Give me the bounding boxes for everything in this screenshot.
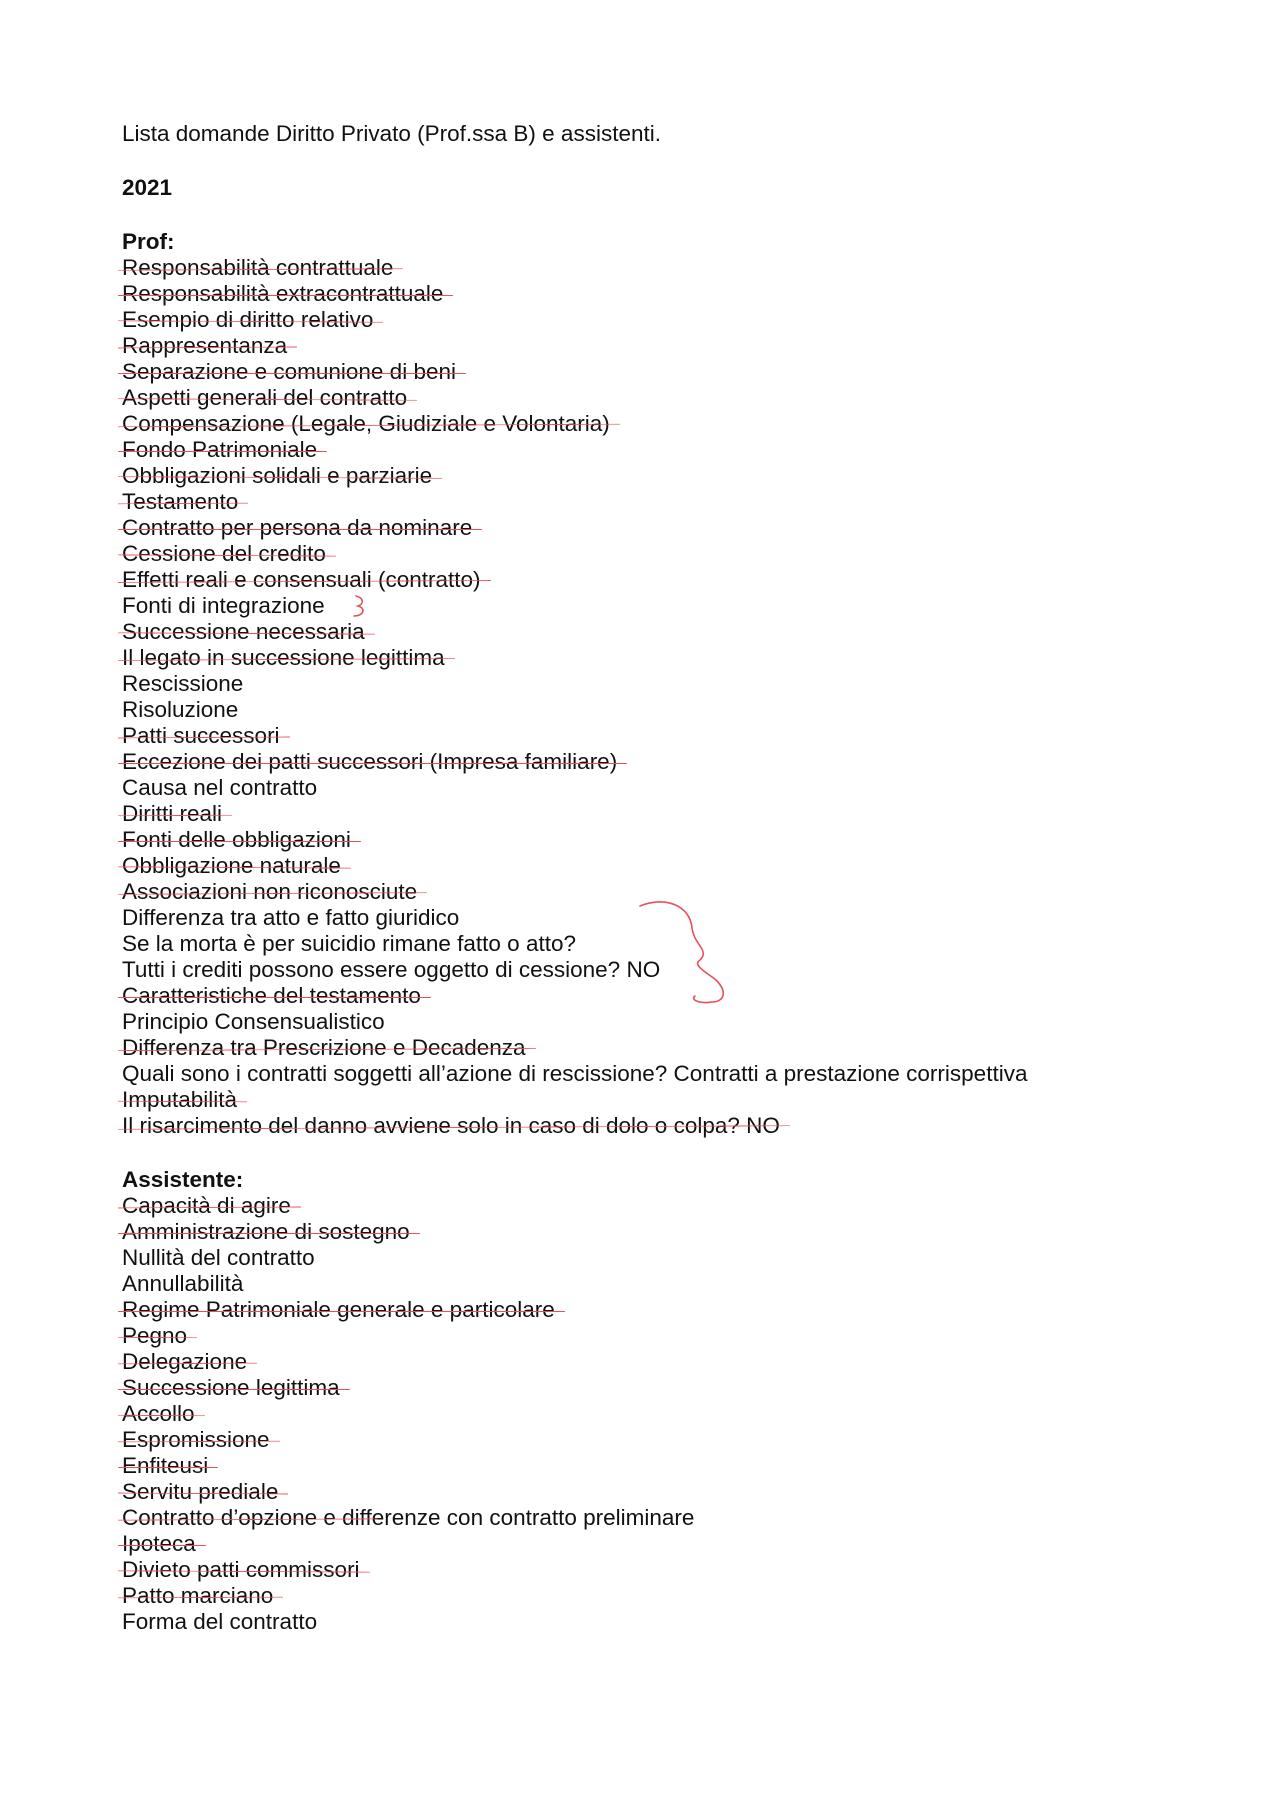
prof-question-list bbox=[122, 255, 1222, 1139]
strike-through-mark bbox=[118, 1311, 565, 1312]
question-item bbox=[122, 437, 1222, 463]
question-item bbox=[122, 1297, 1222, 1323]
question-item bbox=[122, 1375, 1222, 1401]
question-item bbox=[122, 1349, 1222, 1375]
question-item bbox=[122, 281, 1222, 307]
question-item bbox=[122, 1061, 1222, 1087]
question-text: Responsabilità extracontrattuale bbox=[122, 281, 444, 306]
question-item bbox=[122, 593, 1222, 619]
question-item bbox=[122, 905, 1222, 931]
question-text: Aspetti generali del contratto bbox=[122, 385, 408, 410]
question-item bbox=[122, 749, 1222, 775]
question-item bbox=[122, 827, 1222, 853]
question-item bbox=[122, 567, 1222, 593]
strike-through-mark bbox=[118, 295, 453, 296]
question-item bbox=[122, 489, 1222, 515]
question-item bbox=[122, 463, 1222, 489]
strike-through-mark bbox=[118, 841, 361, 842]
question-item bbox=[122, 801, 1222, 827]
question-text: Cessione del credito bbox=[122, 541, 326, 566]
question-text: Differenza tra Prescrizione e Decadenza bbox=[122, 1035, 526, 1060]
question-item bbox=[122, 1193, 1222, 1219]
question-text: Ipoteca bbox=[122, 1531, 196, 1556]
question-text: Enfiteusi bbox=[122, 1453, 209, 1478]
strike-through-mark bbox=[118, 529, 482, 530]
question-item bbox=[122, 411, 1222, 437]
question-text: Accollo bbox=[122, 1401, 195, 1426]
question-text: Imputabilità bbox=[122, 1087, 238, 1112]
strike-through-mark bbox=[118, 1233, 420, 1234]
question-item bbox=[122, 1505, 1222, 1531]
strike-through-mark bbox=[118, 1545, 206, 1546]
question-item bbox=[122, 853, 1222, 879]
question-text: Patti successori bbox=[122, 723, 280, 748]
question-item bbox=[122, 1009, 1222, 1035]
question-text: Separazione e comunione di beni bbox=[122, 359, 456, 384]
document-page bbox=[122, 121, 1222, 1635]
question-text: Successione necessaria bbox=[122, 619, 365, 644]
strike-through-mark bbox=[118, 1389, 350, 1390]
question-text: Obbligazione naturale bbox=[122, 853, 341, 878]
year-heading: 2021 bbox=[122, 175, 173, 200]
question-text: Delegazione bbox=[122, 1349, 248, 1374]
question-item bbox=[122, 333, 1222, 359]
strike-through-mark bbox=[118, 373, 466, 374]
question-text: Causa nel contratto bbox=[122, 775, 318, 800]
strike-through-mark bbox=[118, 451, 327, 452]
question-text: Rappresentanza bbox=[122, 333, 288, 358]
question-text: Il legato in successione legittima bbox=[122, 645, 445, 670]
question-text: Espromissione bbox=[122, 1427, 270, 1452]
question-text: Servitu prediale bbox=[122, 1479, 279, 1504]
question-text: Nullità del contratto bbox=[122, 1245, 315, 1270]
question-item bbox=[122, 1609, 1222, 1635]
question-text: Contratto d’opzione e differenze con contratto preliminare bbox=[122, 1505, 695, 1530]
question-text: Esempio di diritto relativo bbox=[122, 307, 374, 332]
question-text: Fondo Patrimoniale bbox=[122, 437, 318, 462]
question-text: Pegno bbox=[122, 1323, 188, 1348]
question-text: Regime Patrimoniale generale e particolare bbox=[122, 1297, 555, 1322]
question-text: Associazioni non riconosciute bbox=[122, 879, 418, 904]
question-text: Successione legittima bbox=[122, 1375, 340, 1400]
question-item bbox=[122, 515, 1222, 541]
question-item bbox=[122, 1557, 1222, 1583]
question-text: Caratteristiche del testamento bbox=[122, 983, 421, 1008]
question-text: Obbligazioni solidali e parziarie bbox=[122, 463, 433, 488]
question-item bbox=[122, 1113, 1222, 1139]
strike-through-mark bbox=[118, 1467, 218, 1468]
assistente-question-list bbox=[122, 1193, 1222, 1635]
question-text: Principio Consensualistico bbox=[122, 1009, 385, 1034]
question-text: Forma del contratto bbox=[122, 1609, 318, 1634]
question-item bbox=[122, 1323, 1222, 1349]
question-item bbox=[122, 1583, 1222, 1609]
question-item bbox=[122, 1453, 1222, 1479]
question-item bbox=[122, 359, 1222, 385]
question-item bbox=[122, 723, 1222, 749]
question-text: Divieto patti commissori bbox=[122, 1557, 360, 1582]
question-item bbox=[122, 879, 1222, 905]
question-text: Tutti i crediti possono essere oggetto di cessione? NO bbox=[122, 957, 661, 982]
question-text: Il risarcimento del danno avviene solo in caso di dolo o colpa? NO bbox=[122, 1113, 780, 1138]
question-text: Amministrazione di sostegno bbox=[122, 1219, 410, 1244]
question-item bbox=[122, 619, 1222, 645]
question-item bbox=[122, 1035, 1222, 1061]
question-text: Capacità di agire bbox=[122, 1193, 291, 1218]
question-item bbox=[122, 1087, 1222, 1113]
question-text: Fonti di integrazione bbox=[122, 593, 325, 618]
question-text: Effetti reali e consensuali (contratto) bbox=[122, 567, 481, 592]
question-text: Fonti delle obbligazioni bbox=[122, 827, 351, 852]
question-text: Patto marciano bbox=[122, 1583, 274, 1608]
question-item bbox=[122, 957, 1222, 983]
question-item bbox=[122, 1427, 1222, 1453]
document-title: Lista domande Diritto Privato (Prof.ssa B) e assistenti. bbox=[122, 121, 661, 146]
question-text: Eccezione dei patti successori (Impresa familiare) bbox=[122, 749, 618, 774]
question-item bbox=[122, 1271, 1222, 1297]
question-item bbox=[122, 645, 1222, 671]
strike-through-mark bbox=[118, 997, 431, 998]
question-text: Risoluzione bbox=[122, 697, 239, 722]
question-item bbox=[122, 1401, 1222, 1427]
question-item bbox=[122, 385, 1222, 411]
question-item bbox=[122, 255, 1222, 281]
question-text: Responsabilità contrattuale bbox=[122, 255, 394, 280]
question-item bbox=[122, 1479, 1222, 1505]
prof-heading: Prof: bbox=[122, 229, 175, 254]
question-item bbox=[122, 983, 1222, 1009]
assistente-heading: Assistente: bbox=[122, 1167, 244, 1192]
question-item bbox=[122, 775, 1222, 801]
question-text: Rescissione bbox=[122, 671, 244, 696]
strike-through-mark bbox=[118, 763, 627, 764]
question-text: Testamento bbox=[122, 489, 239, 514]
question-item bbox=[122, 697, 1222, 723]
question-item bbox=[122, 307, 1222, 333]
question-text: Quali sono i contratti soggetti all’azione di rescissione? Contratti a prestazione corrispettiva bbox=[122, 1061, 1028, 1086]
question-item bbox=[122, 931, 1222, 957]
question-text: Se la morta è per suicidio rimane fatto o atto? bbox=[122, 931, 576, 956]
question-text: Differenza tra atto e fatto giuridico bbox=[122, 905, 460, 930]
question-text: Diritti reali bbox=[122, 801, 223, 826]
question-text: Contratto per persona da nominare bbox=[122, 515, 473, 540]
question-text: Compensazione (Legale, Giudiziale e Volontaria) bbox=[122, 411, 610, 436]
question-item bbox=[122, 1245, 1222, 1271]
question-text: Annullabilità bbox=[122, 1271, 244, 1296]
question-item bbox=[122, 671, 1222, 697]
question-item bbox=[122, 1219, 1222, 1245]
question-item bbox=[122, 541, 1222, 567]
question-item bbox=[122, 1531, 1222, 1557]
